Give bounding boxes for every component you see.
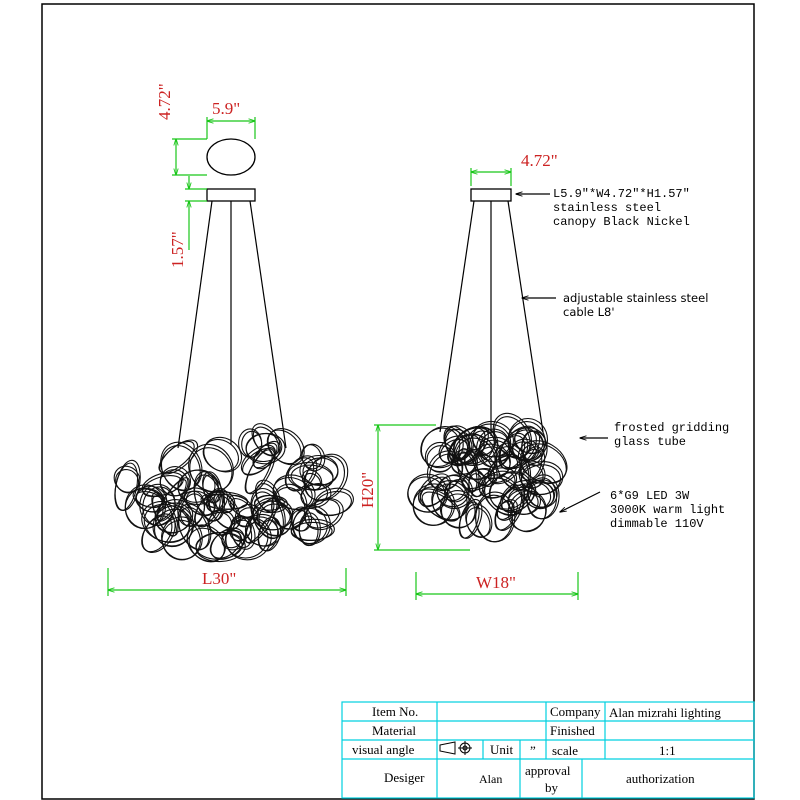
scale-value: 1:1 [659,743,676,758]
led-note-3: dimmable 110V [610,517,704,531]
authorization-label: authorization [626,771,695,786]
glass-tube-loop [236,439,280,480]
dim-height: H20" [358,471,377,508]
led-note-1: 6*G9 LED 3W [610,489,690,503]
dim-width: W18" [476,573,516,592]
led-note-2: 3000K warm light [610,503,726,517]
company-label: Company [550,704,601,719]
canopy [207,189,255,201]
dim-canopy-height: 4.72" [155,83,174,120]
material-label: Material [372,723,417,738]
visual-angle-label: visual angle [352,742,415,757]
finished-label: Finished [550,723,595,738]
item-no-label: Item No. [372,704,419,719]
glass-cluster-side [404,406,575,542]
canopy-side [471,189,511,201]
glass-note-1: frosted gridding [614,421,730,435]
glass-note-2: glass tube [614,435,687,449]
canopy-note-3: canopy Black Nickel [553,215,690,229]
glass-cluster-front [109,418,357,568]
glass-tube-loop [111,461,141,512]
designer-value: Alan [479,772,503,786]
sheet-border [42,4,754,799]
cable-note-2: cable L8' [563,305,615,319]
canopy-top-view [207,139,255,175]
scale-label: scale [552,743,578,758]
dim-canopy-drop: 1.57" [168,231,187,268]
projection-angle-icon [440,741,472,755]
unit-label: Unit [490,742,514,757]
front-view [108,83,357,596]
dim-canopy-width-side: 4.72" [521,151,558,170]
designer-label: Desiger [384,770,425,785]
canopy-note-2: stainless steel [553,201,662,215]
title-block-text [352,704,721,795]
side-view [358,151,729,600]
company-value: Alan mizrahi lighting [609,705,721,720]
approval-label-line2: by [545,780,558,795]
dim-canopy-width-front: 5.9" [212,99,241,118]
cable-note-1: adjustable stainless steel [563,291,709,305]
unit-value: ” [530,743,536,758]
dim-length: L30" [202,569,237,588]
canopy-note-1: L5.9"*W4.72"*H1.57" [553,187,690,201]
approval-label-line1: approval [525,763,571,778]
